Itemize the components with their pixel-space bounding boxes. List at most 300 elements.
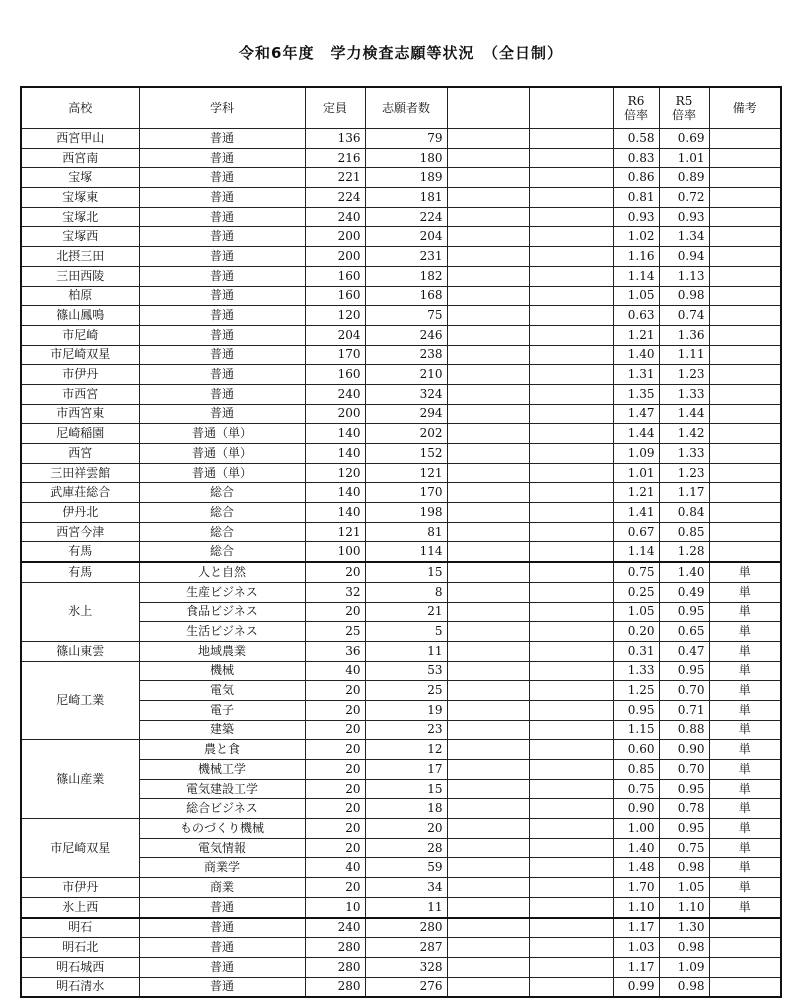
r6-ratio-cell: 0.86 bbox=[613, 168, 659, 188]
note-cell bbox=[709, 424, 781, 444]
department-cell: 普通 bbox=[139, 897, 305, 917]
blank-cell bbox=[447, 168, 529, 188]
note-cell bbox=[709, 207, 781, 227]
applicants-cell: 15 bbox=[365, 779, 447, 799]
blank-cell bbox=[529, 720, 613, 740]
school-cell: 尼崎稲園 bbox=[21, 424, 139, 444]
applicants-cell: 53 bbox=[365, 661, 447, 681]
blank-cell bbox=[447, 424, 529, 444]
r5-ratio-cell: 0.95 bbox=[659, 602, 709, 622]
blank-cell bbox=[529, 542, 613, 562]
blank-cell bbox=[447, 503, 529, 523]
blank-cell bbox=[529, 266, 613, 286]
r5-ratio-cell: 0.70 bbox=[659, 681, 709, 701]
r6-ratio-cell: 1.00 bbox=[613, 819, 659, 839]
r6-ratio-cell: 1.40 bbox=[613, 838, 659, 858]
blank-cell bbox=[529, 503, 613, 523]
header-blank-2 bbox=[529, 87, 613, 129]
capacity-cell: 140 bbox=[305, 483, 365, 503]
school-cell: 西宮 bbox=[21, 444, 139, 464]
blank-cell bbox=[447, 562, 529, 582]
note-cell: 単 bbox=[709, 819, 781, 839]
applicants-cell: 18 bbox=[365, 799, 447, 819]
table-row bbox=[21, 444, 781, 464]
department-cell: 普通 bbox=[139, 227, 305, 247]
department-cell: 普通 bbox=[139, 957, 305, 977]
table-body bbox=[21, 129, 781, 998]
capacity-cell: 20 bbox=[305, 681, 365, 701]
department-cell: 建築 bbox=[139, 720, 305, 740]
applicants-cell: 5 bbox=[365, 622, 447, 642]
table-row bbox=[21, 188, 781, 208]
applicants-cell: 170 bbox=[365, 483, 447, 503]
note-cell bbox=[709, 247, 781, 267]
department-cell: 普通 bbox=[139, 207, 305, 227]
applicants-cell: 23 bbox=[365, 720, 447, 740]
department-cell: 普通（単） bbox=[139, 424, 305, 444]
blank-cell bbox=[447, 207, 529, 227]
applicants-cell: 59 bbox=[365, 858, 447, 878]
school-cell: 宝塚 bbox=[21, 168, 139, 188]
capacity-cell: 32 bbox=[305, 582, 365, 602]
r5-ratio-cell: 1.30 bbox=[659, 918, 709, 938]
applicants-cell: 34 bbox=[365, 878, 447, 898]
blank-cell bbox=[447, 977, 529, 997]
r5-ratio-cell: 0.71 bbox=[659, 700, 709, 720]
capacity-cell: 240 bbox=[305, 207, 365, 227]
note-cell bbox=[709, 444, 781, 464]
department-cell: 商業 bbox=[139, 878, 305, 898]
capacity-cell: 140 bbox=[305, 444, 365, 464]
capacity-cell: 221 bbox=[305, 168, 365, 188]
blank-cell bbox=[529, 424, 613, 444]
capacity-cell: 20 bbox=[305, 779, 365, 799]
department-cell: 電子 bbox=[139, 700, 305, 720]
blank-cell bbox=[447, 148, 529, 168]
school-cell: 宝塚東 bbox=[21, 188, 139, 208]
department-cell: 普通 bbox=[139, 188, 305, 208]
note-cell: 単 bbox=[709, 897, 781, 917]
blank-cell bbox=[447, 444, 529, 464]
r6-ratio-cell: 0.25 bbox=[613, 582, 659, 602]
note-cell: 単 bbox=[709, 681, 781, 701]
blank-cell bbox=[447, 522, 529, 542]
applicants-cell: 21 bbox=[365, 602, 447, 622]
table-row bbox=[21, 977, 781, 997]
department-cell: 普通 bbox=[139, 129, 305, 149]
school-cell: 篠山鳳鳴 bbox=[21, 306, 139, 326]
school-cell: 明石北 bbox=[21, 938, 139, 958]
r5-ratio-cell: 1.34 bbox=[659, 227, 709, 247]
note-cell bbox=[709, 148, 781, 168]
r5-ratio-cell: 0.90 bbox=[659, 740, 709, 760]
school-cell: 西宮南 bbox=[21, 148, 139, 168]
department-cell: 機械工学 bbox=[139, 760, 305, 780]
table-row bbox=[21, 522, 781, 542]
applications-table bbox=[20, 86, 782, 998]
capacity-cell: 280 bbox=[305, 957, 365, 977]
note-cell bbox=[709, 918, 781, 938]
capacity-cell: 36 bbox=[305, 641, 365, 661]
applicants-cell: 276 bbox=[365, 977, 447, 997]
applicants-cell: 202 bbox=[365, 424, 447, 444]
capacity-cell: 200 bbox=[305, 404, 365, 424]
table-row bbox=[21, 345, 781, 365]
note-cell bbox=[709, 345, 781, 365]
r5-ratio-cell: 1.28 bbox=[659, 542, 709, 562]
r5-ratio-cell: 0.98 bbox=[659, 938, 709, 958]
header-r5-ratio bbox=[659, 87, 709, 129]
note-cell: 単 bbox=[709, 661, 781, 681]
r5-ratio-cell: 1.33 bbox=[659, 384, 709, 404]
r6-ratio-cell: 1.09 bbox=[613, 444, 659, 464]
table-row bbox=[21, 819, 781, 839]
r6-ratio-cell: 1.15 bbox=[613, 720, 659, 740]
school-cell: 市尼崎双星 bbox=[21, 819, 139, 878]
school-cell: 有馬 bbox=[21, 562, 139, 582]
capacity-cell: 280 bbox=[305, 977, 365, 997]
r6-ratio-cell: 0.63 bbox=[613, 306, 659, 326]
table-row bbox=[21, 503, 781, 523]
r5-ratio-cell: 0.75 bbox=[659, 838, 709, 858]
header-row bbox=[21, 87, 781, 129]
r6-ratio-cell: 1.21 bbox=[613, 325, 659, 345]
r6-ratio-cell: 1.21 bbox=[613, 483, 659, 503]
note-cell: 単 bbox=[709, 582, 781, 602]
blank-cell bbox=[529, 522, 613, 542]
blank-cell bbox=[529, 582, 613, 602]
capacity-cell: 20 bbox=[305, 562, 365, 582]
note-cell: 単 bbox=[709, 602, 781, 622]
note-cell bbox=[709, 325, 781, 345]
table-row bbox=[21, 168, 781, 188]
applicants-cell: 189 bbox=[365, 168, 447, 188]
blank-cell bbox=[529, 444, 613, 464]
department-cell: 機械 bbox=[139, 661, 305, 681]
note-cell bbox=[709, 938, 781, 958]
applicants-cell: 287 bbox=[365, 938, 447, 958]
note-cell bbox=[709, 957, 781, 977]
blank-cell bbox=[529, 760, 613, 780]
r6-ratio-cell: 1.10 bbox=[613, 897, 659, 917]
note-cell: 単 bbox=[709, 740, 781, 760]
blank-cell bbox=[447, 404, 529, 424]
table-row bbox=[21, 661, 781, 681]
school-cell: 西宮甲山 bbox=[21, 129, 139, 149]
blank-cell bbox=[529, 681, 613, 701]
r5-ratio-cell: 0.94 bbox=[659, 247, 709, 267]
department-cell: 普通 bbox=[139, 325, 305, 345]
department-cell: 総合 bbox=[139, 522, 305, 542]
capacity-cell: 200 bbox=[305, 247, 365, 267]
school-cell: 伊丹北 bbox=[21, 503, 139, 523]
school-cell: 市伊丹 bbox=[21, 878, 139, 898]
r6-ratio-cell: 1.03 bbox=[613, 938, 659, 958]
blank-cell bbox=[529, 799, 613, 819]
r5-ratio-cell: 1.10 bbox=[659, 897, 709, 917]
department-cell: 生産ビジネス bbox=[139, 582, 305, 602]
r6-ratio-cell: 1.44 bbox=[613, 424, 659, 444]
blank-cell bbox=[529, 325, 613, 345]
r5-ratio-cell: 0.65 bbox=[659, 622, 709, 642]
capacity-cell: 140 bbox=[305, 503, 365, 523]
r5-ratio-cell: 0.72 bbox=[659, 188, 709, 208]
applicants-cell: 224 bbox=[365, 207, 447, 227]
blank-cell bbox=[529, 878, 613, 898]
blank-cell bbox=[447, 345, 529, 365]
r6-ratio-cell: 0.31 bbox=[613, 641, 659, 661]
r6-ratio-cell: 0.75 bbox=[613, 779, 659, 799]
r6-ratio-cell: 0.85 bbox=[613, 760, 659, 780]
applicants-cell: 182 bbox=[365, 266, 447, 286]
table-row bbox=[21, 325, 781, 345]
capacity-cell: 160 bbox=[305, 286, 365, 306]
header-r5-ratio-label: 倍率 bbox=[671, 108, 696, 122]
capacity-cell: 120 bbox=[305, 306, 365, 326]
r5-ratio-cell: 1.11 bbox=[659, 345, 709, 365]
blank-cell bbox=[447, 602, 529, 622]
blank-cell bbox=[447, 483, 529, 503]
school-cell: 三田西陵 bbox=[21, 266, 139, 286]
blank-cell bbox=[529, 957, 613, 977]
applicants-cell: 114 bbox=[365, 542, 447, 562]
r5-ratio-cell: 1.33 bbox=[659, 444, 709, 464]
capacity-cell: 136 bbox=[305, 129, 365, 149]
r5-ratio-cell: 1.23 bbox=[659, 365, 709, 385]
blank-cell bbox=[447, 542, 529, 562]
school-cell: 宝塚西 bbox=[21, 227, 139, 247]
applicants-cell: 181 bbox=[365, 188, 447, 208]
note-cell: 単 bbox=[709, 562, 781, 582]
school-cell: 尼崎工業 bbox=[21, 661, 139, 740]
capacity-cell: 121 bbox=[305, 522, 365, 542]
blank-cell bbox=[529, 168, 613, 188]
note-cell bbox=[709, 522, 781, 542]
school-cell: 市西宮 bbox=[21, 384, 139, 404]
blank-cell bbox=[529, 819, 613, 839]
table-row bbox=[21, 483, 781, 503]
r5-ratio-cell: 0.89 bbox=[659, 168, 709, 188]
r5-ratio-cell: 0.78 bbox=[659, 799, 709, 819]
department-cell: 普通 bbox=[139, 384, 305, 404]
blank-cell bbox=[447, 740, 529, 760]
r6-ratio-cell: 1.35 bbox=[613, 384, 659, 404]
r6-ratio-cell: 1.48 bbox=[613, 858, 659, 878]
department-cell: 普通 bbox=[139, 977, 305, 997]
r5-ratio-cell: 1.44 bbox=[659, 404, 709, 424]
note-cell: 単 bbox=[709, 622, 781, 642]
capacity-cell: 40 bbox=[305, 858, 365, 878]
table-row bbox=[21, 938, 781, 958]
r6-ratio-cell: 1.17 bbox=[613, 957, 659, 977]
blank-cell bbox=[529, 227, 613, 247]
table-row bbox=[21, 957, 781, 977]
department-cell: 商業学 bbox=[139, 858, 305, 878]
r6-ratio-cell: 0.67 bbox=[613, 522, 659, 542]
school-cell: 氷上西 bbox=[21, 897, 139, 917]
r6-ratio-cell: 1.41 bbox=[613, 503, 659, 523]
blank-cell bbox=[447, 918, 529, 938]
blank-cell bbox=[447, 878, 529, 898]
blank-cell bbox=[447, 700, 529, 720]
blank-cell bbox=[529, 345, 613, 365]
department-cell: 農と食 bbox=[139, 740, 305, 760]
r5-ratio-cell: 0.88 bbox=[659, 720, 709, 740]
blank-cell bbox=[447, 938, 529, 958]
department-cell: 普通 bbox=[139, 345, 305, 365]
applicants-cell: 17 bbox=[365, 760, 447, 780]
applicants-cell: 11 bbox=[365, 897, 447, 917]
table-row bbox=[21, 918, 781, 938]
r6-ratio-cell: 0.93 bbox=[613, 207, 659, 227]
department-cell: 総合ビジネス bbox=[139, 799, 305, 819]
applicants-cell: 294 bbox=[365, 404, 447, 424]
department-cell: 普通 bbox=[139, 938, 305, 958]
school-cell: 西宮今津 bbox=[21, 522, 139, 542]
note-cell: 単 bbox=[709, 799, 781, 819]
applicants-cell: 231 bbox=[365, 247, 447, 267]
blank-cell bbox=[447, 622, 529, 642]
school-cell: 市西宮東 bbox=[21, 404, 139, 424]
blank-cell bbox=[529, 838, 613, 858]
table-row bbox=[21, 424, 781, 444]
capacity-cell: 120 bbox=[305, 463, 365, 483]
r5-ratio-cell: 0.98 bbox=[659, 977, 709, 997]
blank-cell bbox=[447, 641, 529, 661]
r5-ratio-cell: 1.01 bbox=[659, 148, 709, 168]
applicants-cell: 238 bbox=[365, 345, 447, 365]
school-cell: 明石 bbox=[21, 918, 139, 938]
school-cell: 明石清水 bbox=[21, 977, 139, 997]
blank-cell bbox=[529, 918, 613, 938]
blank-cell bbox=[529, 286, 613, 306]
applicants-cell: 324 bbox=[365, 384, 447, 404]
blank-cell bbox=[529, 897, 613, 917]
blank-cell bbox=[529, 977, 613, 997]
capacity-cell: 224 bbox=[305, 188, 365, 208]
school-cell: 三田祥雲館 bbox=[21, 463, 139, 483]
r6-ratio-cell: 0.58 bbox=[613, 129, 659, 149]
applicants-cell: 15 bbox=[365, 562, 447, 582]
table-row bbox=[21, 562, 781, 582]
blank-cell bbox=[529, 602, 613, 622]
blank-cell bbox=[447, 838, 529, 858]
blank-cell bbox=[529, 779, 613, 799]
table-row bbox=[21, 306, 781, 326]
blank-cell bbox=[447, 384, 529, 404]
school-cell: 明石城西 bbox=[21, 957, 139, 977]
blank-cell bbox=[529, 404, 613, 424]
school-cell: 宝塚北 bbox=[21, 207, 139, 227]
applicants-cell: 180 bbox=[365, 148, 447, 168]
blank-cell bbox=[529, 384, 613, 404]
school-cell: 市尼崎 bbox=[21, 325, 139, 345]
note-cell bbox=[709, 404, 781, 424]
note-cell bbox=[709, 463, 781, 483]
table-row bbox=[21, 207, 781, 227]
blank-cell bbox=[447, 957, 529, 977]
r5-ratio-cell: 0.74 bbox=[659, 306, 709, 326]
note-cell bbox=[709, 227, 781, 247]
applicants-cell: 168 bbox=[365, 286, 447, 306]
school-cell: 柏原 bbox=[21, 286, 139, 306]
department-cell: 食品ビジネス bbox=[139, 602, 305, 622]
r5-ratio-cell: 1.17 bbox=[659, 483, 709, 503]
blank-cell bbox=[529, 700, 613, 720]
applicants-cell: 198 bbox=[365, 503, 447, 523]
note-cell bbox=[709, 168, 781, 188]
capacity-cell: 204 bbox=[305, 325, 365, 345]
r6-ratio-cell: 0.60 bbox=[613, 740, 659, 760]
department-cell: 普通（単） bbox=[139, 444, 305, 464]
r6-ratio-cell: 1.47 bbox=[613, 404, 659, 424]
header-department: 学科 bbox=[139, 87, 305, 129]
r5-ratio-cell: 0.98 bbox=[659, 858, 709, 878]
applicants-cell: 19 bbox=[365, 700, 447, 720]
department-cell: 普通 bbox=[139, 247, 305, 267]
department-cell: 普通 bbox=[139, 365, 305, 385]
capacity-cell: 240 bbox=[305, 384, 365, 404]
r5-ratio-cell: 0.98 bbox=[659, 286, 709, 306]
r6-ratio-cell: 1.40 bbox=[613, 345, 659, 365]
blank-cell bbox=[529, 858, 613, 878]
blank-cell bbox=[447, 858, 529, 878]
r5-ratio-cell: 0.47 bbox=[659, 641, 709, 661]
blank-cell bbox=[447, 779, 529, 799]
header-capacity: 定員 bbox=[305, 87, 365, 129]
blank-cell bbox=[529, 365, 613, 385]
table-row bbox=[21, 641, 781, 661]
blank-cell bbox=[529, 938, 613, 958]
department-cell: 総合 bbox=[139, 483, 305, 503]
capacity-cell: 160 bbox=[305, 266, 365, 286]
header-school: 高校 bbox=[21, 87, 139, 129]
note-cell bbox=[709, 977, 781, 997]
blank-cell bbox=[529, 483, 613, 503]
r5-ratio-cell: 0.93 bbox=[659, 207, 709, 227]
applicants-cell: 75 bbox=[365, 306, 447, 326]
capacity-cell: 100 bbox=[305, 542, 365, 562]
table-row bbox=[21, 148, 781, 168]
capacity-cell: 20 bbox=[305, 740, 365, 760]
blank-cell bbox=[447, 188, 529, 208]
r5-ratio-cell: 0.84 bbox=[659, 503, 709, 523]
r6-ratio-cell: 1.02 bbox=[613, 227, 659, 247]
note-cell bbox=[709, 384, 781, 404]
capacity-cell: 20 bbox=[305, 878, 365, 898]
blank-cell bbox=[529, 463, 613, 483]
table-row bbox=[21, 582, 781, 602]
r6-ratio-cell: 0.81 bbox=[613, 188, 659, 208]
applicants-cell: 79 bbox=[365, 129, 447, 149]
note-cell bbox=[709, 266, 781, 286]
capacity-cell: 160 bbox=[305, 365, 365, 385]
blank-cell bbox=[529, 188, 613, 208]
school-cell: 市伊丹 bbox=[21, 365, 139, 385]
r6-ratio-cell: 1.16 bbox=[613, 247, 659, 267]
r6-ratio-cell: 1.25 bbox=[613, 681, 659, 701]
applicants-cell: 280 bbox=[365, 918, 447, 938]
school-cell: 篠山産業 bbox=[21, 740, 139, 819]
applicants-cell: 12 bbox=[365, 740, 447, 760]
r6-ratio-cell: 1.31 bbox=[613, 365, 659, 385]
applicants-cell: 25 bbox=[365, 681, 447, 701]
applicants-cell: 246 bbox=[365, 325, 447, 345]
capacity-cell: 240 bbox=[305, 918, 365, 938]
table-row bbox=[21, 129, 781, 149]
capacity-cell: 216 bbox=[305, 148, 365, 168]
r6-ratio-cell: 1.05 bbox=[613, 286, 659, 306]
